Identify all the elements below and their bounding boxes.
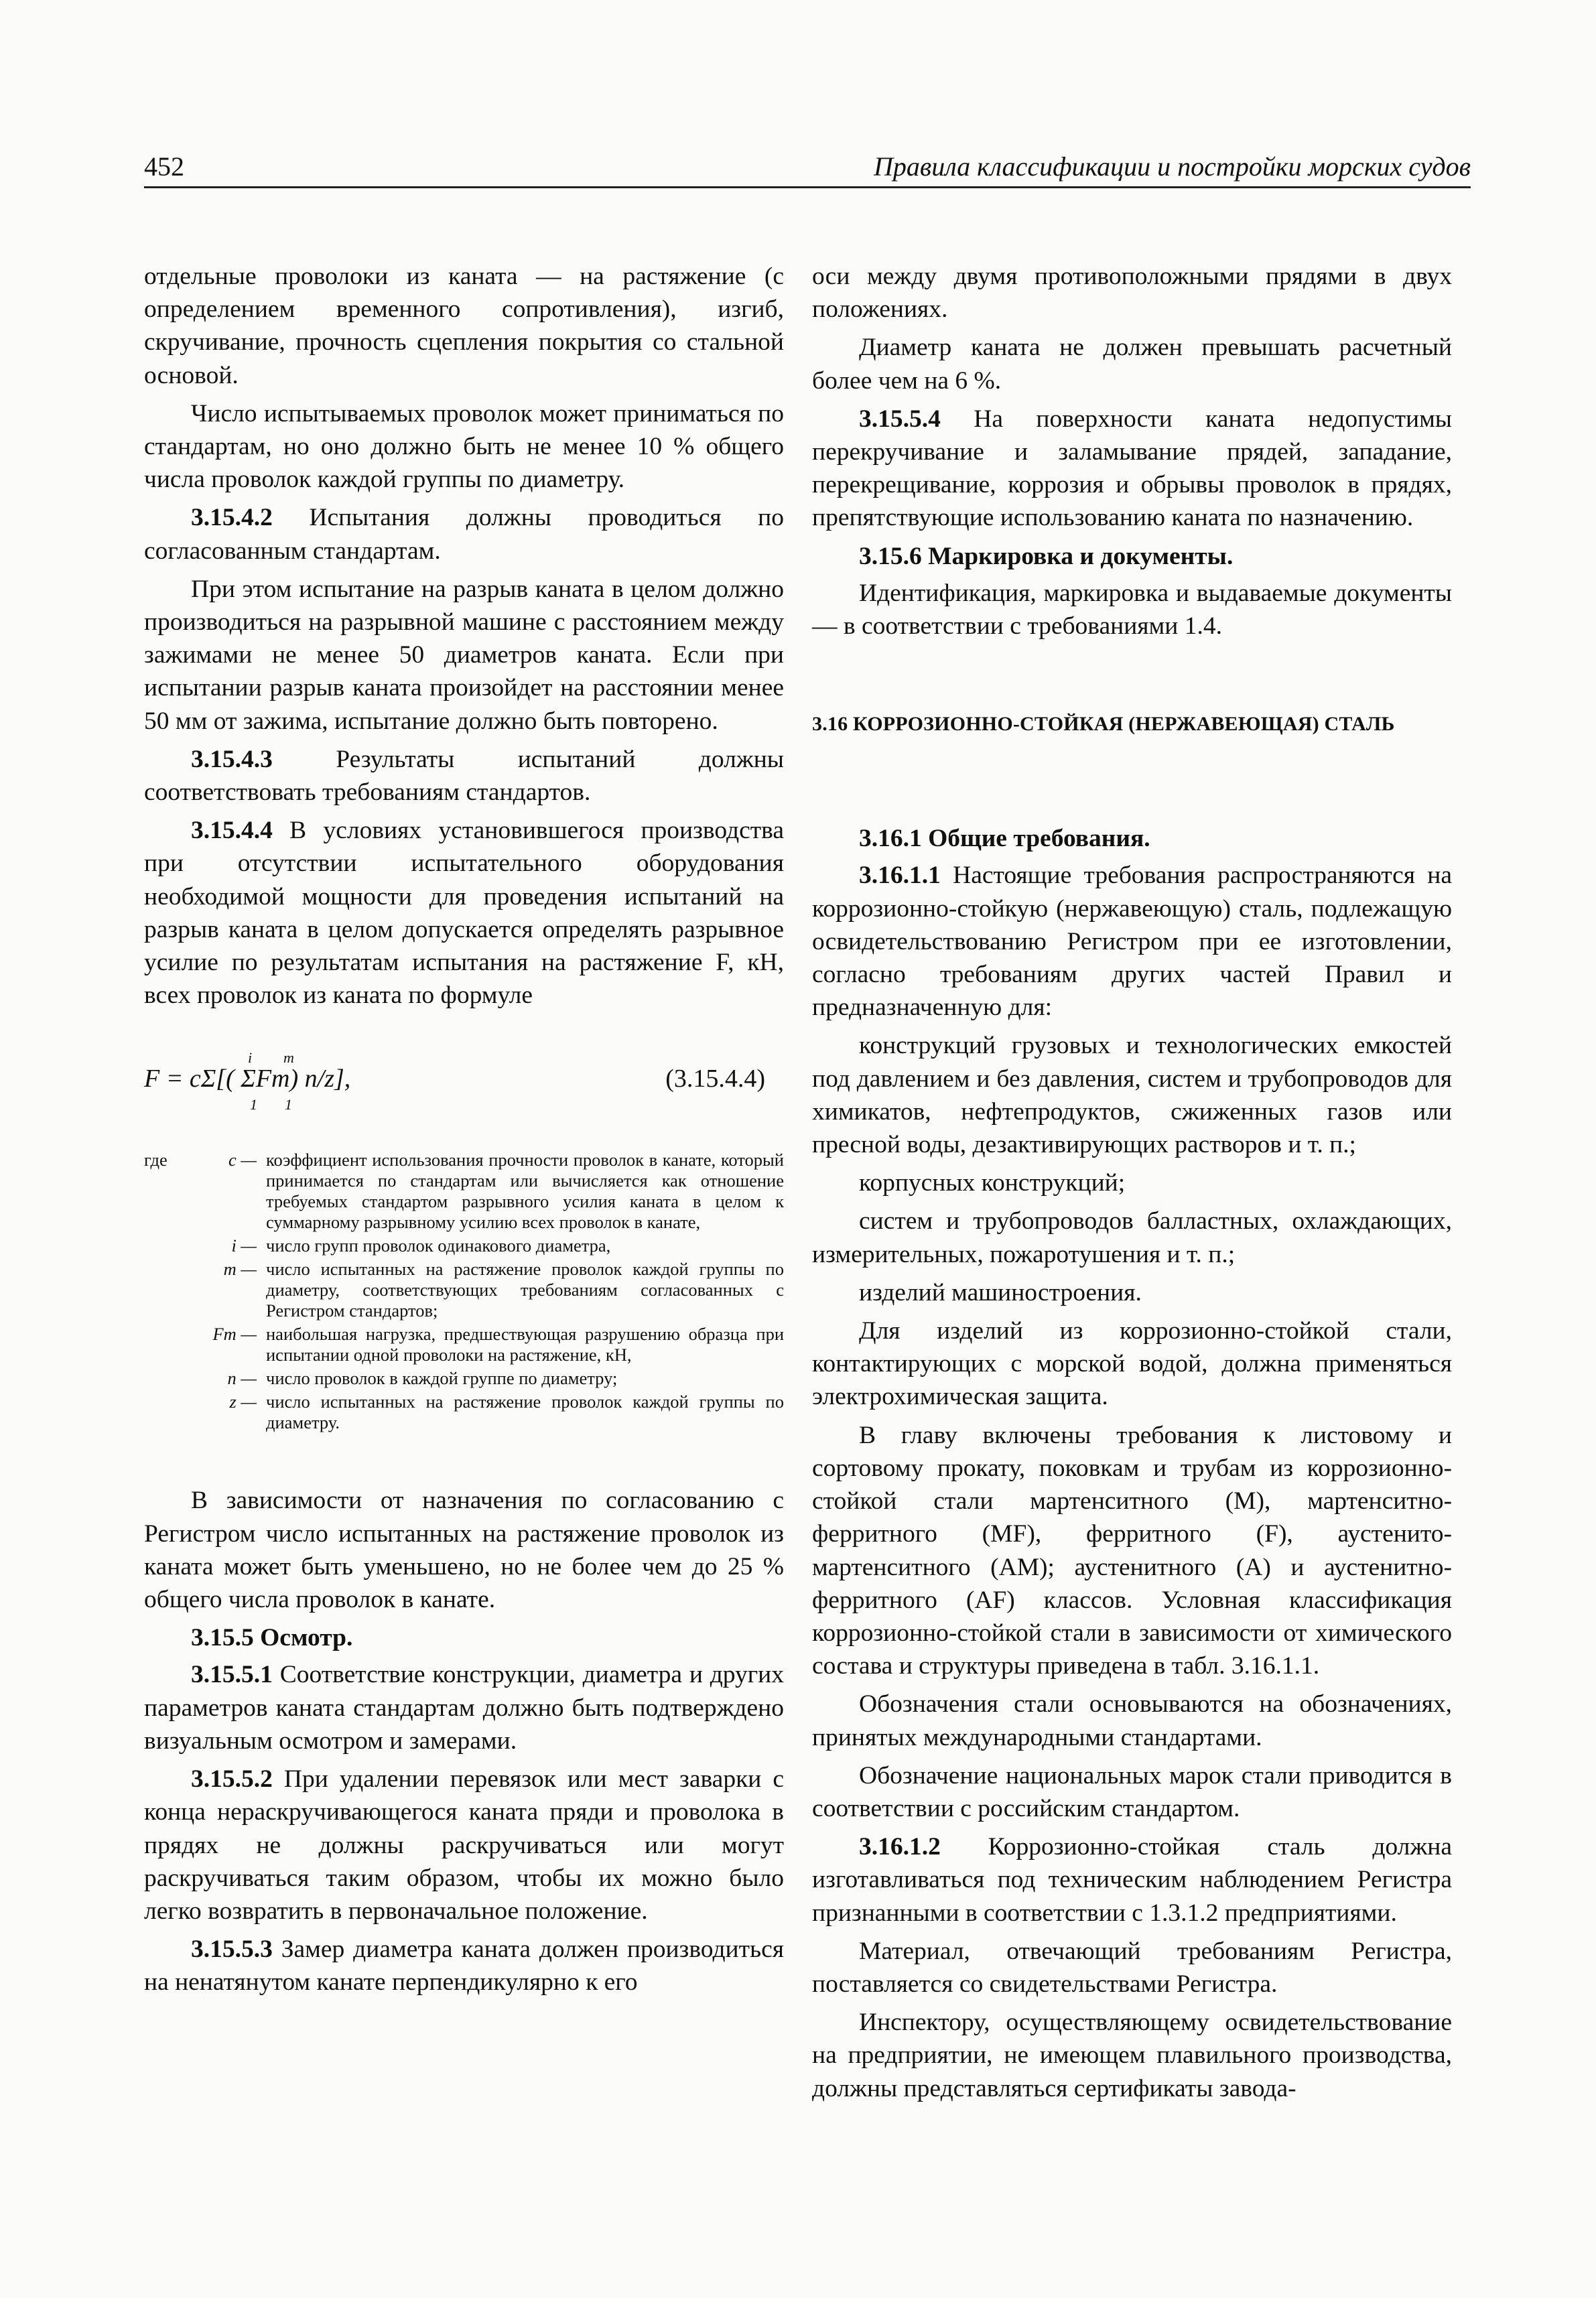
- legend-item: [144, 1150, 784, 1233]
- clause-text: Результаты испытаний должны соответствовать требованиям стандартов.: [144, 745, 784, 807]
- formula-lower-limit: 1: [250, 1096, 257, 1113]
- list-item: систем и трубопроводов балластных, охлаждающих, измерительных, пожаротушения и т. п.;: [812, 1207, 1452, 1268]
- clause-3-15-4-2: [144, 501, 784, 567]
- paragraph: Идентификация, маркировка и выдаваемые документы — в соответствии с требованиями 1.4.: [812, 579, 1452, 640]
- clause-number: 3.15.5.2: [191, 1765, 273, 1794]
- clause-text: Испытания должны проводиться по согласованным стандартам.: [144, 504, 784, 565]
- clause-text: Замер диаметра каната должен производиться на ненатянутом канате перпендикулярно к его: [144, 1936, 784, 1997]
- paragraph: отдельные проволоки из каната — на растяжение (с определением временного сопротивления), изгиб, скручивание, прочность сцепления покрытия со стальной основой.: [144, 263, 784, 389]
- legend-symbol: n —: [227, 1368, 257, 1389]
- formula: F = cΣ[( ΣFm) n/z],: [144, 1065, 351, 1093]
- legend-text: число испытанных на растяжение проволок каждой группы по диаметру.: [266, 1392, 784, 1433]
- paragraph: Обозначение национальных марок стали приводится в соответствии с российским стандартом.: [812, 1761, 1452, 1822]
- formula-lower-limit: 1: [285, 1096, 292, 1113]
- paragraph: Инспектору, осуществляющему освидетельствование на предприятии, не имеющем плавильного производства, должны представляться сертификаты завода-: [812, 2009, 1452, 2102]
- clause-text: Коррозионно-стойкая сталь должна изготавливаться под техническим наблюдением Регистра признанными в соответствии с 1.3.1.2 предприятиями.: [812, 1833, 1452, 1927]
- clause-number: 3.15.4.2: [191, 504, 273, 532]
- paragraph: оси между двумя противоположными прядями в двух положениях.: [812, 263, 1452, 324]
- clause-3-15-5-3: [144, 1933, 784, 1999]
- clause-3-16-1-2: [812, 1830, 1452, 1930]
- left-column: [144, 260, 784, 2005]
- clause-text: Настоящие требования распространяются на коррозионно-стойкую (нержавеющую) сталь, подлежащую освидетельствованию Регистром при ее изготовлении, согласно требованиям других частей Правил и предназначенную для:: [812, 862, 1452, 1022]
- running-title: Правила классификации и постройки морских судов: [873, 151, 1471, 182]
- heading-3-16-1: 3.16.1 Общие требования.: [859, 825, 1150, 853]
- page-header: [144, 146, 1471, 188]
- clause-3-15-4-4: [144, 814, 784, 1012]
- clause-number: 3.15.4.3: [191, 745, 273, 773]
- legend-text: число испытанных на растяжение проволок каждой группы по диаметру, соответствующих требованиям согласованных с Регистром стандартов;: [266, 1259, 784, 1321]
- clause-number: 3.16.1.1: [859, 862, 941, 890]
- paragraph: В зависимости от назначения по согласованию с Регистром число испытанных на растяжение проволок из каната может быть уменьшено, но не более чем до 25 % общего числа проволок в канате.: [144, 1487, 784, 1614]
- clause-3-15-5-1: [144, 1658, 784, 1757]
- clause-number: 3.15.5.4: [859, 405, 941, 433]
- applicability-list: [812, 1029, 1452, 1309]
- paragraph: Обозначения стали основываются на обозначениях, принятых международными стандартами.: [812, 1690, 1452, 1751]
- section-title-3-16: 3.16 КОРРОЗИОННО-СТОЙКАЯ (НЕРЖАВЕЮЩАЯ) СТАЛЬ: [812, 713, 1395, 736]
- legend-text: наибольшая нагрузка, предшествующая разрушению образца при испытании одной проволоки на растяжение, кН,: [266, 1324, 784, 1365]
- clause-text: В условиях установившегося производства при отсутствии испытательного оборудования необходимой мощности для проведения испытаний на разрыв каната в целом допускается определять разрывное усилие по результатам испытания на растяжение F, кН, всех проволок из каната по формуле: [144, 817, 784, 1010]
- clause-number: 3.15.5.1: [191, 1661, 273, 1689]
- clause-text: При удалении перевязок или мест заварки с конца нераскручивающегося каната пряди и проволока в прядях не должны раскручиваться или могут раскручиваться таким образом, чтобы их можно было легко возвратить в первоначальное положение.: [144, 1765, 784, 1925]
- clause-number: 3.15.5.3: [191, 1936, 273, 1964]
- legend-item: [144, 1392, 784, 1433]
- legend-item: [144, 1324, 784, 1365]
- paragraph: Материал, отвечающий требованиям Регистра, поставляется со свидетельствами Регистра.: [812, 1937, 1452, 1998]
- legend-item: [144, 1259, 784, 1321]
- right-column: [812, 260, 1452, 2110]
- paragraph: При этом испытание на разрыв каната в целом должно производиться на разрывной машине с расстоянием между зажимами не менее 50 диаметров каната. Если при испытании разрыв каната произойдет на расстоянии менее 50 мм от зажима, испытание должно быть повторено.: [144, 575, 784, 735]
- legend-text: число групп проволок одинакового диаметра,: [266, 1235, 611, 1256]
- legend-symbol: Fm —: [212, 1324, 257, 1345]
- legend-item: [144, 1368, 784, 1389]
- legend-where: где: [144, 1150, 168, 1170]
- legend-symbol: c —: [228, 1150, 257, 1170]
- formula-number: (3.15.4.4): [665, 1065, 765, 1093]
- clause-number: 3.16.1.2: [859, 1833, 941, 1861]
- legend-symbol: i —: [231, 1235, 257, 1256]
- legend-item: [144, 1235, 784, 1256]
- legend-symbol: z —: [229, 1392, 257, 1412]
- clause-text: Соответствие конструкции, диаметра и других параметров каната стандартам должно быть подтверждено визуальным осмотром и замерами.: [144, 1661, 784, 1755]
- clause-3-15-5-4: [812, 403, 1452, 535]
- clause-text: На поверхности каната недопустимы перекручивание и заламывание прядей, западание, перекрещивание, коррозия и обрывы проволок в прядях, препятствующие использованию каната по назначению.: [812, 405, 1452, 532]
- legend-text: число проволок в каждой группе по диаметру;: [266, 1368, 618, 1389]
- formula-legend: [144, 1150, 784, 1433]
- paragraph: В главу включены требования к листовому и сортовому прокату, поковкам и трубам из коррозионно-стойкой стали мартенситного (M), мартенситно-ферритного (MF), ферритного (F), аустенито-мартенситного (AM); аустенитного (A) и аустенитно-ферритного (AF) классов. Условная классификация коррозионно-стойкой стали в зависимости от химического состава и структуры приведена в табл. 3.16.1.1.: [812, 1421, 1452, 1680]
- clause-3-15-5-2: [144, 1763, 784, 1928]
- heading-3-15-5: 3.15.5 Осмотр.: [191, 1624, 353, 1652]
- formula-upper-limit-m: m: [283, 1049, 294, 1067]
- legend-text: коэффициент использования прочности проволок в канате, который принимается по стандартам или вычисляется как отношение требуемых стандартом разрывного усилия каната в целом к суммарному разрывному усилию всех проволок в канате,: [266, 1150, 784, 1233]
- paragraph: Число испытываемых проволок может приниматься по стандартам, но оно должно быть не менее 10 % общего числа проволок каждой группы по диаметру.: [144, 399, 784, 494]
- clause-3-15-4-3: [144, 743, 784, 809]
- clause-3-16-1-1: [812, 859, 1452, 1024]
- formula-upper-limit-i: i: [248, 1049, 253, 1067]
- list-item: корпусных конструкций;: [859, 1169, 1126, 1197]
- page-number: 452: [144, 151, 184, 182]
- formula-block: [144, 1049, 784, 1115]
- legend-symbol: m —: [223, 1259, 257, 1280]
- paragraph: Для изделий из коррозионно-стойкой стали, контактирующих с морской водой, должна применяться электрохимическая защита.: [812, 1317, 1452, 1411]
- paragraph: Диаметр каната не должен превышать расчетный более чем на 6 %.: [812, 334, 1452, 395]
- list-item: конструкций грузовых и технологических емкостей под давлением и без давления, систем и трубопроводов для химикатов, нефтепродуктов, сжиженных газов или пресной воды, дезактивирующих растворов и т. п.;: [812, 1032, 1452, 1159]
- clause-number: 3.15.4.4: [191, 817, 273, 845]
- list-item: изделий машиностроения.: [859, 1278, 1142, 1306]
- heading-3-15-6: 3.15.6 Маркировка и документы.: [859, 542, 1234, 570]
